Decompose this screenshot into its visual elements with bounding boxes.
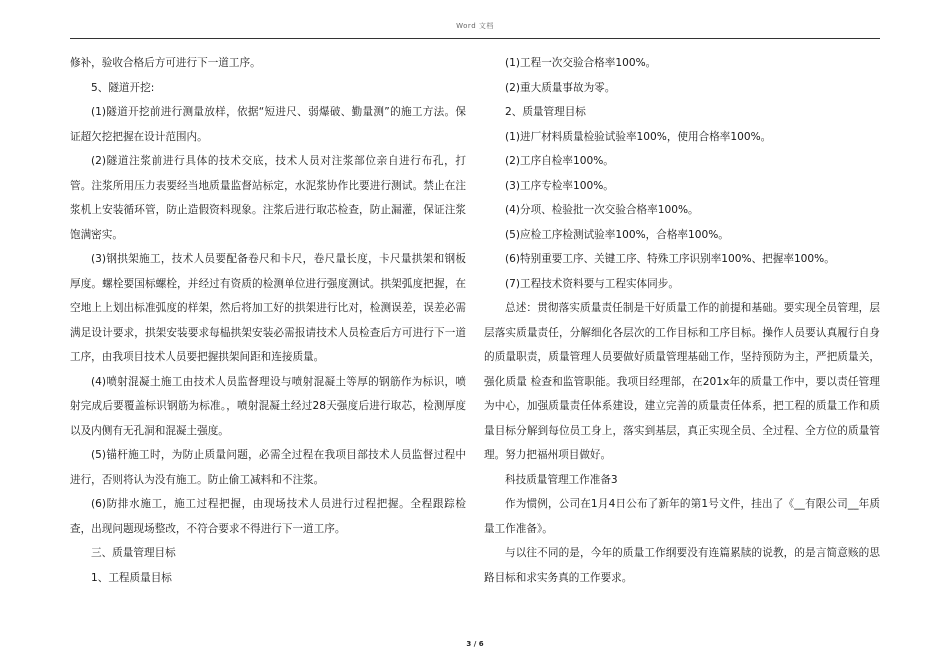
paragraph: (7)工程技术资料要与工程实体同步。 [505, 277, 679, 290]
right-column [484, 51, 880, 590]
paragraph: 修补，验收合格后方可进行下一道工序。 [70, 57, 261, 69]
paragraph: 总述：贯彻落实质量责任制是干好质量工作的前提和基础。要实现全员管理，层层落实质量责任，分解细化各层次的工作目标和工序目标。操作人员要认真履行自身的质量职责，质量管理人员要做好质量管理基础工作，坚持预防为主，严把质量关，强化质量 检查和监管职能。我项目经理部，在201x年的质量工作中，要以责任管理为中心，加强质量责任体系建设，建立完善的质量责任体系，把工程的质量工作和质量目标分解到每位员工身上，落实到基层，真正实现全员、全过程、全方位的质量管理。努力把福州项目做好。 [484, 302, 880, 461]
paragraph: (6)特别重要工序、关键工序、特殊工序识别率100%、把握率100%。 [505, 253, 835, 265]
paragraph: (4)喷射混凝土施工由技术人员监督理设与喷射混凝土等厚的钢筋作为标识，喷射完成后要覆盖标识钢筋为标准。，喷射混凝土经过28天强度后进行取芯，检测厚度以及内侧有无孔洞和混凝土强度。 [70, 375, 466, 437]
paragraph: 5、隧道开挖: [91, 81, 155, 94]
paragraph: (3)钢拱架施工，技术人员要配备卷尺和卡尺，卷尺量长度，卡尺量拱架和钢板厚度。螺栓要国标螺栓，并经过有资质的检测单位进行强度测试。拱架弧度把握，在空地上上划出标准弧度的样架，然后将加工好的拱架进行比对，检测误差，误差必需满足设计要求，拱架安装要求每榀拱架安装必需报请技术人员检查后方可进行下一道工序，由我项目技术人员要把握拱架间距和连接质量。 [70, 253, 466, 363]
paragraph: 与以往不同的是，今年的质量工作纲要没有连篇累牍的说教，的是言简意赅的思路目标和求实务真的工作要求。 [484, 547, 880, 584]
paragraph: 2、质量管理目标 [505, 106, 586, 118]
paragraph: (2)重大质量事故为零。 [505, 81, 616, 94]
paragraph: (3)工序专检率100%。 [505, 179, 614, 192]
paragraph: (1)工程一次交验合格率100%。 [505, 57, 657, 69]
left-column [70, 51, 466, 590]
paragraph: (6)防排水施工，施工过程把握，由现场技术人员进行过程把握。全程跟踪检查，出现问题现场整改，不符合要求不得进行下一道工序。 [70, 498, 466, 535]
paragraph: (5)应检工序检测试验率100%，合格率100%。 [505, 228, 729, 241]
paragraph: 作为惯例，公司在1月4日公布了新年的第1号文件，挂出了《__有限公司__年质量工作准备》。 [484, 498, 880, 535]
paragraph: 三、质量管理目标 [91, 547, 176, 559]
paragraph: (2)工序自检率100%。 [505, 155, 614, 167]
paragraph: (4)分项、检验批一次交验合格率100%。 [505, 204, 699, 216]
header-title: Word 文档 [456, 22, 494, 30]
paragraph: (1)进厂材料质量检验试验率100%，使用合格率100%。 [505, 130, 772, 143]
paragraph: (5)锚杆施工时，为防止质量问题，必需全过程在我项目部技术人员监督过程中进行，否则将认为没有施工。防止偷工减料和不注浆。 [70, 449, 466, 486]
paragraph: (1)隧道开挖前进行测量放样，依据“短进尺、弱爆破、勤量测”的施工方法。保证超欠挖把握在设计范围内。 [70, 106, 466, 143]
paragraph: 科技质量管理工作准备3 [505, 473, 618, 486]
paragraph: (2)隧道注浆前进行具体的技术交底，技术人员对注浆部位亲自进行布孔，打管。注浆所用压力表要经当地质量监督站标定，水泥浆协作比要进行测试。禁止在注浆机上安装循环管，防止造假资料现象。注浆后进行取芯检查，防止漏灌，保证注浆饱满密实。 [70, 155, 466, 241]
header-rule [70, 38, 880, 39]
page-header [0, 0, 950, 38]
page-number: 3 / 6 [466, 640, 484, 648]
paragraph: 1、工程质量目标 [91, 571, 172, 584]
